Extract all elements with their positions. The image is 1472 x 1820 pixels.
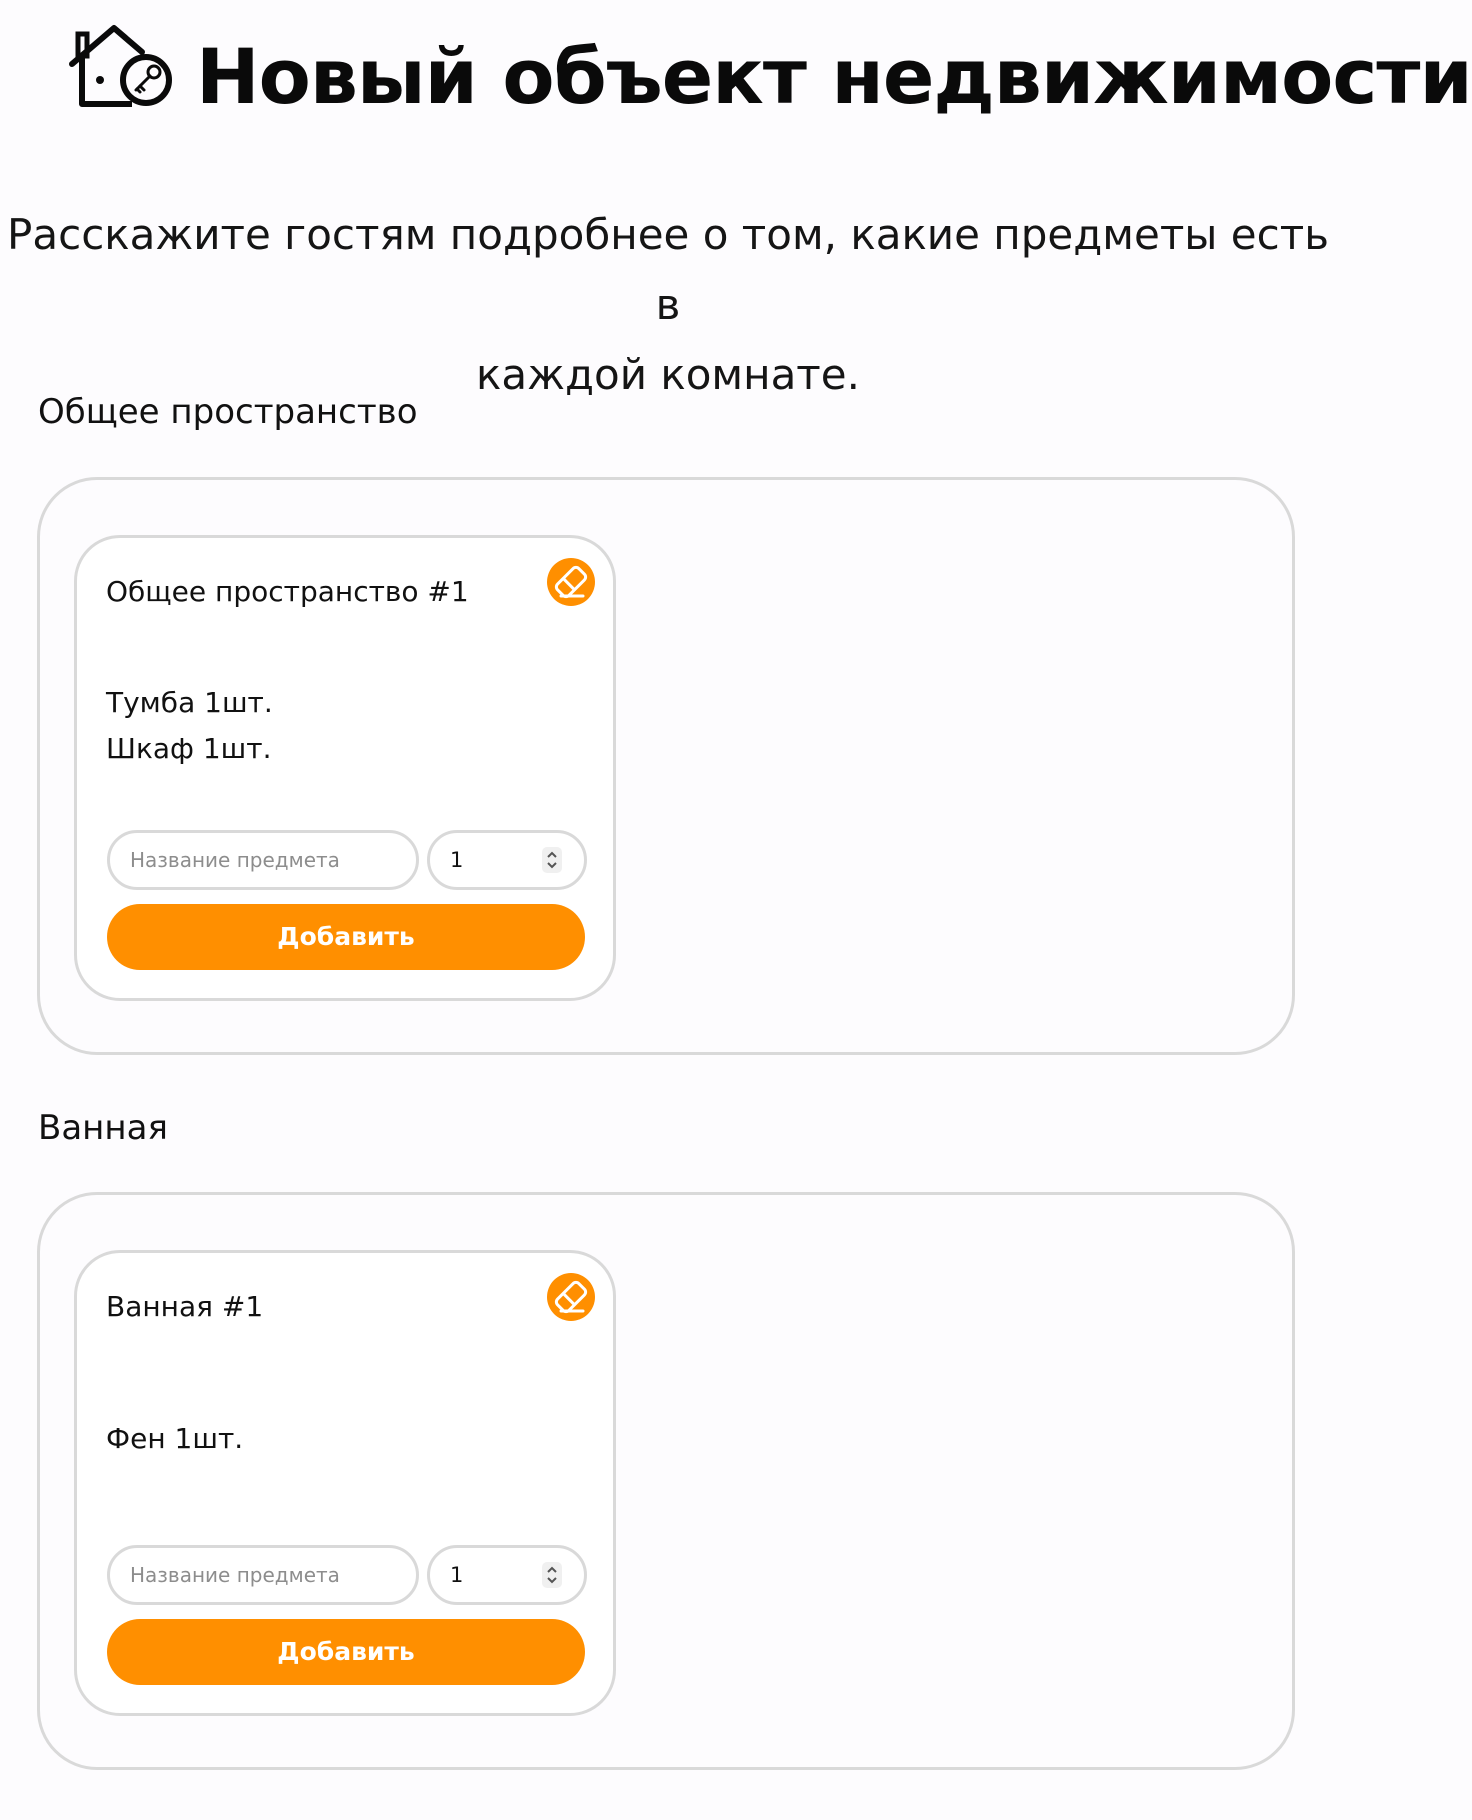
spinner-arrows-icon[interactable] xyxy=(542,847,562,873)
room-title: Общее пространство #1 xyxy=(106,575,469,608)
page-title: Новый объект недвижимости xyxy=(196,32,1472,121)
erase-room-button[interactable] xyxy=(547,558,595,606)
eraser-icon xyxy=(547,1273,595,1321)
quantity-value[interactable]: 1 xyxy=(450,1563,464,1587)
quantity-stepper[interactable] xyxy=(427,1545,587,1605)
item-name-input[interactable] xyxy=(107,1545,419,1605)
item-list xyxy=(106,1416,526,1462)
item-list xyxy=(106,680,526,772)
section-title-common: Общее пространство xyxy=(38,392,418,432)
house-key-icon xyxy=(70,22,178,108)
section-title-bathroom: Ванная xyxy=(38,1108,168,1148)
eraser-icon xyxy=(547,558,595,606)
list-item: Тумба 1шт. xyxy=(106,686,273,719)
page-header xyxy=(0,22,1472,132)
subtitle-line-1: Расскажите гостям подробнее о том, какие предметы есть в xyxy=(7,210,1329,329)
erase-room-button[interactable] xyxy=(547,1273,595,1321)
list-item: Фен 1шт. xyxy=(106,1422,244,1455)
subtitle-line-2: каждой комнате. xyxy=(476,350,860,399)
add-item-button[interactable]: Добавить xyxy=(107,904,585,970)
page-subtitle xyxy=(0,200,1336,410)
list-item: Шкаф 1шт. xyxy=(106,732,272,765)
quantity-stepper[interactable] xyxy=(427,830,587,890)
quantity-value[interactable]: 1 xyxy=(450,848,464,872)
item-name-input[interactable] xyxy=(107,830,419,890)
room-card xyxy=(74,535,616,1001)
section-box-bathroom xyxy=(37,1192,1295,1770)
add-item-button[interactable]: Добавить xyxy=(107,1619,585,1685)
room-title: Ванная #1 xyxy=(106,1290,264,1323)
room-card xyxy=(74,1250,616,1716)
section-box-common xyxy=(37,477,1295,1055)
spinner-arrows-icon[interactable] xyxy=(542,1562,562,1588)
